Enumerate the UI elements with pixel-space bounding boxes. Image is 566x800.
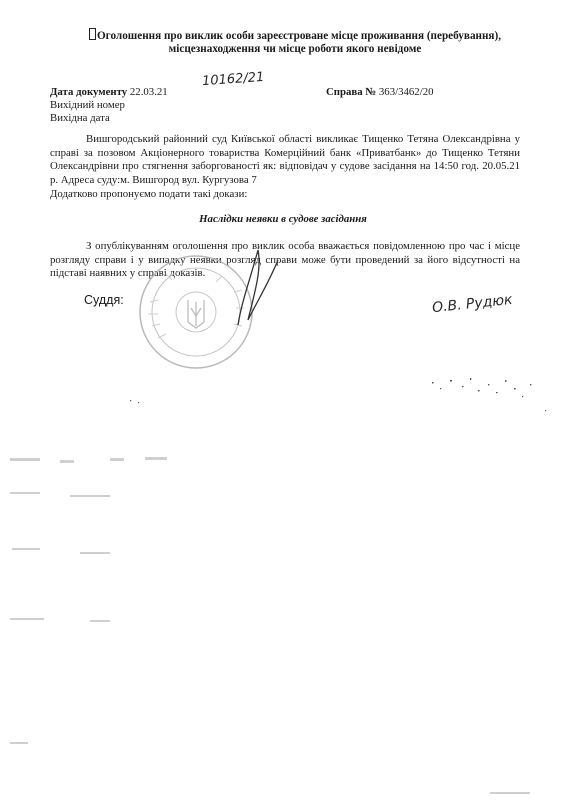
judge-name-handwritten: О.В. Рудюк [431, 291, 514, 317]
title-line-2: місцезнаходження чи місце роботи якого невідоме [168, 43, 422, 55]
date-value: 22.03.21 [129, 86, 168, 98]
case-label: Справа № [326, 86, 377, 98]
date-label: Дата документу [50, 86, 128, 98]
outgoing-number-label: Вихідний номер [50, 99, 125, 111]
outgoing-date-label: Вихідна дата [50, 112, 110, 124]
case-value: 363/3462/20 [378, 86, 434, 98]
summons-paragraph: Вишгородський районний суд Київської області викликає Тищенко Тетяна Олександрівна у справі за позовом Акціонерного товариства Комерційний банк «Приватбанк» до Тищенко Тетяни Олександрівни про стягнення заборгованості як: відповідач у судове засідання на 14:50 год. 20.05.21 р. Адреса суду:м. Вишгород вул. Кургузова 7 [50, 133, 520, 186]
judge-label: Суддя: [84, 293, 124, 307]
evidence-paragraph: Додатково пропонуємо подати такі докази: [50, 188, 248, 200]
title-line-1-text: Оголошення про виклик особи зареєстроване місце проживання (перебування), [96, 30, 502, 42]
handwritten-number: 10162/21 [201, 69, 265, 90]
consequences-paragraph: З опублікуванням оголошення про виклик особа вважається повідомленною про час і місце розгляду справи і у випадку неявки розгляд справи може бути проведений за його відсутності на підставі наявних у справі доказів. [50, 240, 520, 279]
consequences-heading: Наслідки неявки в судове засідання [199, 213, 367, 225]
